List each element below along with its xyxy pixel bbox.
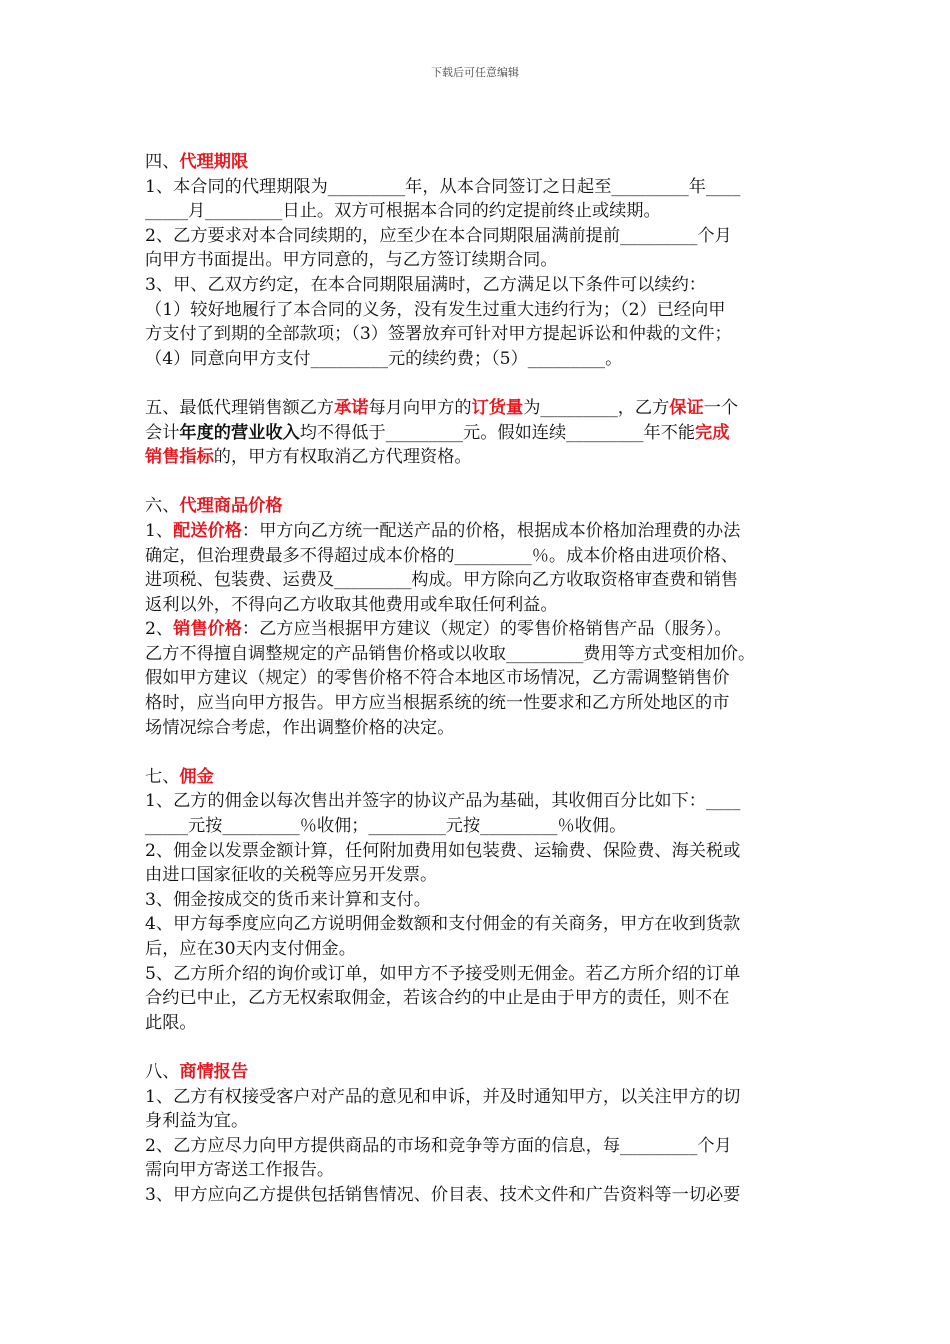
- paragraph-line: 2、乙方应尽力向甲方提供商品的市场和竞争等方面的信息，每_________个月: [145, 1135, 732, 1156]
- text-run: 的，甲方有权取消乙方代理资格。: [213, 447, 472, 468]
- item-number: 2、: [145, 619, 174, 640]
- section-5-line-3: [145, 445, 810, 470]
- section-title: 代理商品价格: [179, 496, 283, 517]
- text-run: 会计: [145, 422, 180, 443]
- text-run: 一个: [703, 397, 739, 418]
- paragraph-line: 4、甲方每季度应向乙方说明佣金数额和支付佣金的有关商务，甲方在收到货款: [145, 914, 741, 935]
- paragraph-line: 场情况综合考虑，作出调整价格的决定。: [145, 717, 455, 738]
- paragraph-line: 此限。: [145, 1012, 197, 1033]
- paragraph-line: 返利以外，不得向乙方收取其他费用或牟取任何利益。: [145, 594, 558, 615]
- highlight-text: 保证: [669, 397, 704, 418]
- item-number: 1、: [145, 520, 174, 541]
- paragraph-line: 1、乙方的佣金以每次售出并签字的协议产品为基础，其收佣百分比如下：____: [145, 791, 741, 812]
- text-run: ：甲方向乙方统一配送产品的价格，根据成本价格加治理费的办法: [241, 520, 741, 541]
- paragraph-line: 3、甲方应向乙方提供包括销售情况、价目表、技术文件和广告资料等一切必要: [145, 1184, 741, 1205]
- paragraph-line: 5、乙方所介绍的询价或订单，如甲方不予接受则无佣金。若乙方所介绍的订单: [145, 963, 741, 984]
- text-run: 均不得低于_________元。假如连续_________年不能: [299, 422, 696, 443]
- section-number: 八、: [145, 1061, 180, 1082]
- paragraph-line: _____元按_________％收佣；_________元按_________％收佣。: [145, 816, 627, 837]
- paragraph-line: （1）较好地履行了本合同的义务，没有发生过重大违约行为；（2）已经向甲: [145, 299, 726, 320]
- paragraph-line: 向甲方书面提出。甲方同意的，与乙方签订续期合同。: [145, 250, 558, 271]
- paragraph-line: 3、甲、乙双方约定，在本合同期限届满时，乙方满足以下条件可以续约：: [145, 274, 706, 295]
- paragraph-line: 由进口国家征收的关税等应另开发票。: [145, 865, 438, 886]
- section-title: 佣金: [179, 766, 214, 787]
- section-8-heading: [145, 1060, 810, 1085]
- section-7-heading: [145, 765, 810, 790]
- document-body: [145, 150, 810, 1208]
- section-5-line-2: [145, 421, 810, 446]
- paragraph-line: 确定，但治理费最多不得超过成本价格的_________％。成本价格由进项价格、: [145, 545, 738, 566]
- highlight-text: 销售指标: [145, 447, 214, 468]
- highlight-text: 销售价格: [173, 619, 242, 640]
- text-run: 为_________，乙方: [523, 397, 670, 418]
- paragraph-line: 方支付了到期的全部款项；（3）签署放弃可针对甲方提起诉讼和仲裁的文件；: [145, 324, 732, 345]
- highlight-text: 承诺: [334, 397, 369, 418]
- highlight-text: 完成: [695, 422, 730, 443]
- paragraph-line: 1、本合同的代理期限为_________年，从本合同签订之日起至_________年____: [145, 176, 741, 197]
- paragraph-line: 进项税、包装费、运费及_________构成。甲方除向乙方收取资格审查费和销售: [145, 570, 738, 591]
- text-run: ：乙方应当根据甲方建议（规定）的零售价格销售产品（服务）。: [241, 619, 732, 640]
- paragraph-line: 2、佣金以发票金额计算，任何附加费用如包装费、运输费、保险费、海关税或: [145, 840, 741, 861]
- paragraph-line: 3、佣金按成交的货币来计算和支付。: [145, 889, 431, 910]
- bold-text: 年度的营业收入: [179, 422, 300, 443]
- paragraph-line: 合约已中止，乙方无权索取佣金，若该合约的中止是由于甲方的责任，则不在: [145, 988, 730, 1009]
- paragraph-line: [145, 519, 810, 544]
- section-title: 商情报告: [179, 1061, 249, 1082]
- text-run: 每月向甲方的: [368, 397, 472, 418]
- section-6-heading: [145, 494, 810, 519]
- paragraph-line: _____月_________日止。双方可根据本合同的约定提前终止或续期。: [145, 201, 661, 222]
- paragraph-line: 2、乙方要求对本合同续期的，应至少在本合同期限届满前提前_________个月: [145, 225, 732, 246]
- section-number: 六、: [145, 496, 180, 517]
- paragraph-line: 需向甲方寄送工作报告。: [145, 1160, 335, 1181]
- section-4-heading: [145, 150, 810, 175]
- paragraph-line: 乙方不得擅自调整规定的产品销售价格或以收取_________费用等方式变相加价。: [145, 643, 756, 664]
- paragraph-line: 后，应在30天内支付佣金。: [145, 939, 356, 959]
- paragraph-line: 格时，应当向甲方报告。甲方应当根据系统的统一性要求和乙方所处地区的市: [145, 693, 730, 714]
- paragraph-line: 身利益为宜。: [145, 1111, 249, 1132]
- paragraph-line: 1、乙方有权接受客户对产品的意见和申诉，并及时通知甲方，以关注甲方的切: [145, 1086, 741, 1107]
- paragraph-line: （4）同意向甲方支付_________元的续约费；（5）_________。: [145, 348, 623, 369]
- page-header: 下载后可任意编辑: [431, 66, 519, 79]
- highlight-text: 订货量: [471, 397, 524, 418]
- paragraph-line: 假如甲方建议（规定）的零售价格不符合本地区市场情况，乙方需调整销售价: [145, 668, 730, 689]
- text-run: 五、最低代理销售额乙方: [145, 397, 335, 418]
- section-title: 代理期限: [179, 152, 249, 172]
- section-5-line-1: [145, 396, 810, 421]
- section-number: 七、: [145, 766, 180, 787]
- paragraph-line: [145, 617, 810, 642]
- highlight-text: 配送价格: [173, 520, 242, 541]
- section-number: 四、: [145, 152, 180, 172]
